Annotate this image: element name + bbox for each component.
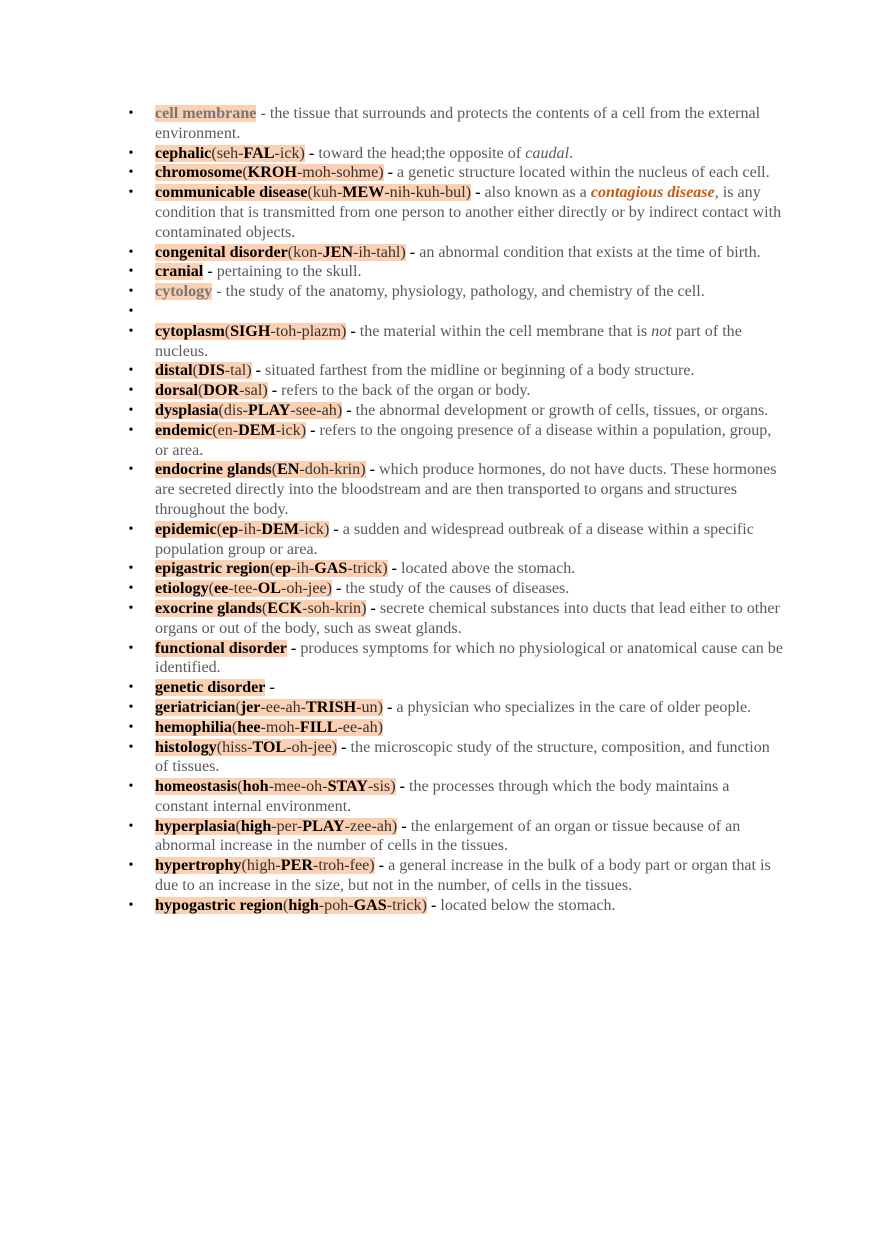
glossary-entry	[128, 579, 785, 599]
pronunciation-stress: OL	[257, 580, 282, 598]
glossary-entry	[128, 718, 785, 738]
definition-dash: -	[333, 520, 339, 538]
glossary-entry	[128, 282, 785, 302]
pronunciation-stress: hoh	[242, 778, 269, 796]
term-highlight: hyperplasia(high-per-PLAY-zee-ah)	[155, 817, 398, 835]
definition-text: located below the stomach.	[440, 896, 616, 914]
glossary-entry	[128, 401, 785, 421]
term: genetic disorder	[155, 679, 266, 697]
term-highlight: histology(hiss-TOL-oh-jee)	[155, 738, 338, 756]
term-highlight	[155, 679, 265, 696]
term: hemophilia	[155, 718, 232, 736]
definition-dash: -	[391, 560, 397, 578]
glossary-entry	[128, 322, 785, 362]
pronunciation-syllable: high-	[246, 857, 281, 875]
pronunciation-syllable: -doh-krin	[299, 461, 361, 479]
glossary-entry	[128, 262, 785, 282]
bullet-icon: •	[128, 779, 134, 795]
definition-text: located above the stomach.	[401, 560, 576, 578]
term-highlight: congenital disorder(kon-JEN-ih-tahl)	[155, 243, 406, 261]
definition-emphasis: not	[651, 322, 672, 340]
term: epigastric region	[155, 560, 270, 578]
glossary-entry	[128, 104, 785, 144]
pronunciation-stress: FILL	[299, 718, 338, 736]
pronunciation-syllable: kuh-	[312, 184, 343, 202]
bullet-icon: •	[128, 699, 134, 715]
term-highlight: endemic(en-DEM-ick)	[155, 421, 307, 439]
definition-text: a genetic structure located within the nucleus of each cell.	[397, 164, 770, 182]
definition-text: the tissue that surrounds and protects the contents of a cell from the external environment.	[155, 105, 761, 142]
pronunciation-syllable: -ee-ah-	[260, 698, 307, 716]
definition-dash: -	[475, 184, 481, 202]
bullet-icon: •	[128, 323, 134, 339]
term-highlight: epidemic(ep-ih-DEM-ick)	[155, 520, 330, 538]
term: cytology	[155, 283, 213, 301]
definition-dash: -	[269, 679, 275, 697]
glossary-entry	[128, 678, 785, 698]
pronunciation-stress: PLAY	[302, 817, 345, 835]
bullet-icon: •	[128, 739, 134, 755]
pronunciation-stress: TRISH	[306, 698, 357, 716]
pronunciation-stress: GAS	[353, 896, 387, 914]
bullet-icon: •	[128, 145, 134, 161]
definition-dash: -	[310, 421, 316, 439]
term: epidemic	[155, 520, 217, 538]
pronunciation-stress: PLAY	[248, 401, 291, 419]
glossary-entry	[128, 599, 785, 639]
term: hypertrophy	[155, 857, 242, 875]
definition-dash: -	[369, 461, 375, 479]
term: functional disorder	[155, 639, 287, 657]
term: dorsal	[155, 382, 198, 400]
term: cranial	[155, 263, 204, 281]
definition-dash: -	[336, 580, 342, 598]
term: etiology	[155, 580, 209, 598]
pronunciation-syllable: kon-	[293, 243, 323, 261]
term: dysplasia	[155, 401, 219, 419]
definition-text: pertaining to the skull.	[216, 263, 362, 281]
pronunciation-syllable: -moh-	[260, 718, 300, 736]
glossary-entry	[128, 243, 785, 263]
pronunciation-syllable: -ih-	[238, 520, 262, 538]
pronunciation-syllable: -poh-	[318, 896, 354, 914]
pronunciation-syllable: -ee-ah	[337, 718, 378, 736]
bullet-icon: •	[128, 244, 134, 260]
term-highlight: cytoplasm(SIGH-toh-plazm)	[155, 322, 347, 340]
definition-text: refers to the ongoing presence of a disease within a population, group, or area.	[155, 421, 772, 459]
term-highlight	[155, 640, 287, 657]
pronunciation-syllable: -trick	[347, 560, 383, 578]
term: cephalic	[155, 144, 212, 162]
pronunciation-syllable: -nih-kuh-bul	[384, 184, 466, 202]
bullet-icon: •	[128, 858, 134, 874]
definition-text: secrete chemical substances into ducts that lead either to other organs or out of the body, such as sweat glands.	[155, 599, 780, 637]
bullet-icon: •	[128, 561, 134, 577]
pronunciation-syllable: -mee-oh-	[268, 778, 328, 796]
glossary-entry	[128, 559, 785, 579]
bullet-icon: •	[128, 719, 134, 735]
glossary-entry	[128, 421, 785, 461]
glossary-entry	[128, 163, 785, 183]
bullet-icon: •	[128, 383, 134, 399]
definition-text: the study of the anatomy, physiology, pathology, and chemistry of the cell.	[225, 283, 705, 301]
definition-text: the study of the causes of diseases.	[345, 580, 570, 598]
definition-text: the microscopic study of the structure, composition, and function of tissues.	[155, 738, 770, 776]
definition-tail: part of the nucleus.	[155, 322, 742, 360]
definition-text: the enlargement of an organ or tissue because of an abnormal increase in the number of cells in the tissues.	[155, 817, 741, 855]
glossary-entry	[128, 302, 785, 322]
definition-text: the processes through which the body maintains a constant internal environment.	[155, 778, 730, 815]
definition-tail: , is any condition that is transmitted from one person to another either directly or by indirect contact with contaminated objects.	[155, 184, 782, 241]
bullet-icon: •	[128, 680, 134, 696]
pronunciation-stress: JEN	[322, 243, 354, 261]
term: communicable disease	[155, 184, 308, 202]
pronunciation-stress: STAY	[327, 778, 368, 796]
bullet-icon: •	[128, 303, 134, 319]
glossary-entry	[128, 144, 785, 164]
glossary-entry	[128, 896, 785, 916]
bullet-icon: •	[128, 106, 134, 121]
pronunciation-syllable: -sis	[367, 778, 391, 796]
term: exocrine glands	[155, 599, 262, 617]
pronunciation-stress: ECK	[267, 599, 303, 617]
glossary-list	[128, 104, 785, 916]
pronunciation-syllable: -ick	[298, 520, 324, 538]
pronunciation-stress: GAS	[314, 560, 348, 578]
pronunciation-syllable: -ick	[275, 421, 301, 439]
pronunciation-syllable: -ih-	[291, 560, 315, 578]
pronunciation-stress: ee	[214, 580, 229, 598]
pronunciation-syllable: seh-	[216, 144, 244, 162]
term-highlight: etiology(ee-tee-OL-oh-jee)	[155, 580, 332, 598]
definition-dash: -	[409, 243, 416, 261]
term: distal	[155, 362, 193, 380]
bullet-icon: •	[128, 402, 134, 418]
glossary-entry	[128, 520, 785, 560]
definition-dash: -	[260, 105, 266, 122]
pronunciation-stress: DIS	[197, 362, 225, 380]
glossary-entry	[128, 698, 785, 718]
pronunciation-stress: DEM	[261, 520, 299, 538]
definition-text: a general increase in the bulk of a body part or organ that is due to an increase in the size, but not in the number, of cells in the tissues.	[155, 857, 771, 895]
term-highlight	[155, 263, 203, 280]
definition-dash: -	[290, 639, 297, 657]
pronunciation-syllable: -tal	[224, 362, 247, 380]
pronunciation-stress: TOL	[252, 738, 287, 756]
bullet-icon: •	[128, 581, 134, 597]
definition-text: situated farthest from the midline or beginning of a body structure.	[265, 362, 695, 380]
definition-text: the material within the cell membrane that is	[359, 322, 652, 340]
bullet-icon: •	[128, 818, 134, 834]
term: homeostasis	[155, 778, 238, 796]
term-highlight: distal(DIS-tal)	[155, 362, 252, 380]
glossary-entry	[128, 817, 785, 857]
bullet-icon: •	[128, 897, 134, 913]
pronunciation-syllable: dis-	[223, 401, 249, 419]
glossary-entry	[128, 777, 785, 817]
definition-text: the abnormal development or growth of cells, tissues, or organs.	[355, 401, 769, 419]
term: histology	[155, 738, 217, 756]
pronunciation-syllable: -zee-ah	[344, 817, 392, 835]
bullet-icon: •	[128, 284, 134, 300]
term-highlight: exocrine glands(ECK-soh-krin)	[155, 599, 367, 617]
term-highlight: dorsal(DOR-sal)	[155, 382, 268, 400]
bullet-icon: •	[128, 363, 134, 379]
pronunciation-syllable: -toh-plazm	[270, 322, 341, 340]
term: hyperplasia	[155, 817, 236, 835]
pronunciation-syllable: hiss-	[222, 738, 253, 756]
term: cell membrane	[155, 105, 257, 122]
definition-dash: -	[401, 817, 407, 835]
definition-text: an abnormal condition that exists at the time of birth.	[419, 243, 761, 261]
term: cytoplasm	[155, 322, 225, 340]
pronunciation-syllable: -per-	[271, 817, 303, 835]
term: endocrine glands	[155, 461, 272, 479]
pronunciation-stress: SIGH	[230, 322, 271, 340]
glossary-entry	[128, 738, 785, 778]
pronunciation-stress: high	[288, 896, 319, 914]
pronunciation-stress: DOR	[203, 382, 240, 400]
pronunciation-syllable: -trick	[386, 896, 422, 914]
glossary-entry	[128, 856, 785, 896]
glossary-entry	[128, 183, 785, 242]
definition-dash: -	[271, 382, 278, 400]
definition-text: a physician who specializes in the care of older people.	[396, 698, 752, 716]
pronunciation-stress: EN	[277, 461, 300, 479]
bullet-icon: •	[128, 600, 134, 616]
pronunciation-syllable: -oh-jee	[281, 580, 327, 598]
definition-dash: -	[350, 322, 356, 340]
term-highlight: epigastric region(ep-ih-GAS-trick)	[155, 560, 388, 578]
pronunciation-syllable: -see-ah	[290, 401, 337, 419]
definition-dash: -	[346, 401, 352, 419]
term-highlight: dysplasia(dis-PLAY-see-ah)	[155, 401, 343, 419]
term: geriatrician	[155, 698, 236, 716]
definition-dash: -	[431, 896, 437, 914]
bullet-icon: •	[128, 640, 134, 656]
pronunciation-stress: FAL	[243, 144, 275, 162]
pronunciation-stress: KROH	[247, 164, 297, 182]
bullet-icon: •	[128, 165, 134, 181]
pronunciation-stress: jer	[240, 698, 261, 716]
bullet-icon: •	[128, 521, 134, 537]
bullet-icon: •	[128, 185, 134, 201]
term-highlight: homeostasis(hoh-mee-oh-STAY-sis)	[155, 778, 396, 796]
definition-dash: -	[255, 362, 261, 380]
pronunciation-syllable: -tee-	[228, 580, 258, 598]
definition-emphasis: caudal	[525, 144, 570, 162]
definition-dash: -	[387, 164, 393, 182]
definition-dash: -	[378, 857, 385, 875]
term-highlight: communicable disease(kuh-MEW-nih-kuh-bul)	[155, 184, 472, 202]
definition-dash: -	[399, 778, 405, 796]
pronunciation-stress: DEM	[238, 421, 276, 439]
definition-text: produces symptoms for which no physiological or anatomical cause can be identified.	[155, 639, 783, 677]
term-highlight	[155, 283, 212, 300]
pronunciation-syllable: -oh-jee	[286, 738, 332, 756]
term-highlight: endocrine glands(EN-doh-krin)	[155, 461, 366, 479]
term-highlight: cephalic(seh-FAL-ick)	[155, 144, 305, 162]
bullet-icon: •	[128, 422, 134, 438]
definition-dash: -	[308, 144, 315, 162]
pronunciation-syllable: -soh-krin	[302, 599, 362, 617]
glossary-entry	[128, 361, 785, 381]
definition-text: refers to the back of the organ or body.	[281, 382, 531, 400]
pronunciation-stress: ep	[222, 520, 239, 538]
bullet-icon: •	[128, 462, 134, 478]
definition-tail: .	[569, 144, 574, 162]
bullet-icon: •	[128, 264, 134, 280]
pronunciation-stress: high	[240, 817, 272, 835]
pronunciation-syllable: en-	[217, 421, 239, 439]
pronunciation-syllable: -sal	[239, 382, 263, 400]
pronunciation-syllable: -un	[356, 698, 378, 716]
pronunciation-syllable: -troh-fee	[312, 857, 370, 875]
definition-text: which produce hormones, do not have ducts. These hormones are secreted directly into the bloodstream and are then transported to organs and structures throughout the body.	[155, 461, 777, 518]
term-highlight: hemophilia(hee-moh-FILL-ee-ah)	[155, 718, 384, 736]
pronunciation-stress: ep	[274, 560, 292, 578]
term: endemic	[155, 421, 213, 439]
pronunciation-stress: MEW	[342, 184, 385, 202]
term-highlight	[155, 105, 256, 122]
term-highlight: chromosome(KROH-moh-sohme)	[155, 164, 384, 182]
glossary-entry	[128, 381, 785, 401]
definition-text: a sudden and widespread outbreak of a disease within a specific population group or area.	[155, 520, 754, 558]
term-highlight: geriatrician(jer-ee-ah-TRISH-un)	[155, 698, 383, 716]
pronunciation-syllable: -ick	[274, 144, 300, 162]
definition-dash: -	[386, 698, 393, 716]
pronunciation-stress: hee	[237, 718, 261, 736]
definition-dash: -	[370, 599, 376, 617]
pronunciation-syllable: -moh-sohme	[296, 164, 379, 182]
definition-dash: -	[216, 283, 222, 301]
term: hypogastric region	[155, 896, 284, 914]
glossary-entry	[128, 639, 785, 679]
pronunciation-stress: PER	[280, 857, 313, 875]
term-highlight: hypertrophy(high-PER-troh-fee)	[155, 857, 375, 875]
definition-dash: -	[207, 263, 213, 281]
term: congenital disorder	[155, 243, 288, 261]
pronunciation-syllable: -ih-tahl	[353, 243, 401, 261]
definition-text: also known as a	[484, 184, 591, 202]
glossary-entry	[128, 460, 785, 519]
term-highlight: hypogastric region(high-poh-GAS-trick)	[155, 896, 427, 914]
definition-text: toward the head;the opposite of	[318, 144, 526, 162]
term: chromosome	[155, 164, 243, 182]
definition-dash: -	[341, 738, 347, 756]
also-known-as-term: contagious disease	[590, 184, 715, 202]
